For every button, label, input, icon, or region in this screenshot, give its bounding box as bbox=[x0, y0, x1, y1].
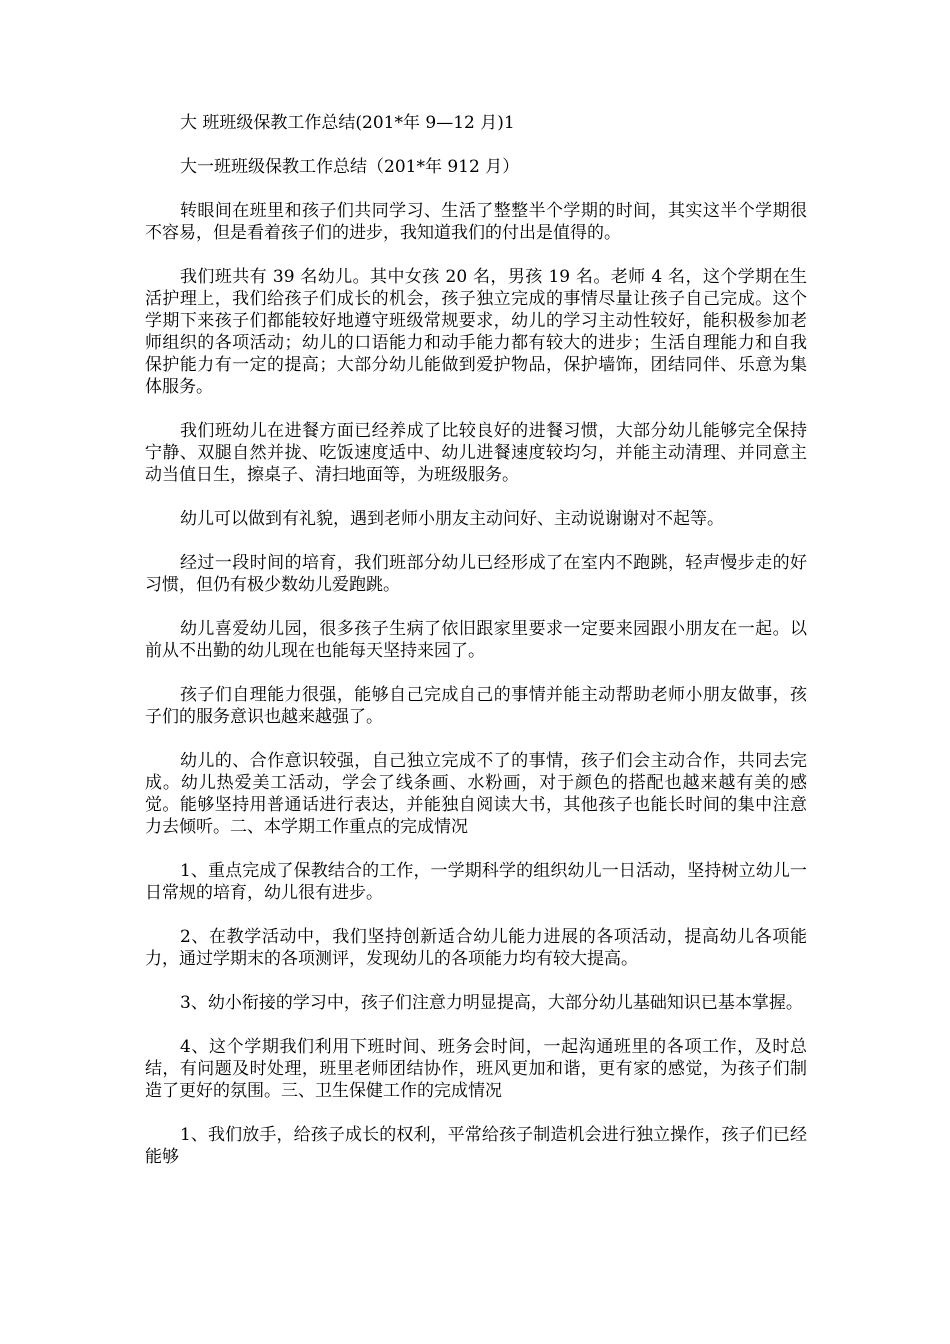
paragraph: 1、我们放手，给孩子成长的权利，平常给孩子制造机会进行独立操作，孩子们已经能够 bbox=[145, 1125, 807, 1167]
paragraph: 我们班幼儿在进餐方面已经养成了比较良好的进餐习惯，大部分幼儿能够完全保持宁静、双腿自然并拢、吃饭速度适中、幼儿进餐速度较均匀，并能主动清理、并同意主动当值日生，擦桌子、清扫地面等，为班级服务。 bbox=[145, 421, 807, 485]
paragraph: 1、重点完成了保教结合的工作，一学期科学的组织幼儿一日活动，坚持树立幼儿一日常规的培育，幼儿很有进步。 bbox=[145, 861, 807, 903]
paragraph: 幼儿的、合作意识较强，自己独立完成不了的事情，孩子们会主动合作，共同去完成。幼儿热爱美工活动，学会了线条画、水粉画，对于颜色的搭配也越来越有美的感觉。能够坚持用普通话进行表达，并能独自阅读大书，其他孩子也能长时间的集中注意力去倾听。二、本学期工作重点的完成情况 bbox=[145, 751, 807, 837]
paragraph: 我们班共有 39 名幼儿。其中女孩 20 名，男孩 19 名。老师 4 名，这个学期在生活护理上，我们给孩子们成长的机会，孩子独立完成的事情尽量让孩子自己完成。这个学期下来孩子们都能较好地遵守班级常规要求，幼儿的学习主动性较好，能积极参加老师组织的各项活动；幼儿的口语能力和动手能力都有较大的进步；生活自理能力和自我保护能力有一定的提高；大部分幼儿能做到爱护物品，保护墙饰，团结同伴、乐意为集体服务。 bbox=[145, 267, 807, 397]
paragraph: 转眼间在班里和孩子们共同学习、生活了整整半个学期的时间，其实这半个学期很不容易，但是看着孩子们的进步，我知道我们的付出是值得的。 bbox=[145, 201, 807, 243]
paragraph: 3、幼小衔接的学习中，孩子们注意力明显提高，大部分幼儿基础知识已基本掌握。 bbox=[180, 993, 803, 1013]
paragraph: 幼儿可以做到有礼貌，遇到老师小朋友主动问好、主动说谢谢对不起等。 bbox=[180, 509, 724, 529]
paragraph: 2、在教学活动中，我们坚持创新适合幼儿能力进展的各项活动，提高幼儿各项能力，通过学期末的各项测评，发现幼儿的各项能力均有较大提高。 bbox=[145, 927, 807, 969]
paragraph: 孩子们自理能力很强，能够自己完成自己的事情并能主动帮助老师小朋友做事，孩子们的服务意识也越来越强了。 bbox=[145, 685, 807, 727]
paragraph: 幼儿喜爱幼儿园，很多孩子生病了依旧跟家里要求一定要来园跟小朋友在一起。以前从不出勤的幼儿现在也能每天坚持来园了。 bbox=[145, 619, 807, 661]
document-subtitle: 大一班班级保教工作总结（201*年 912 月） bbox=[180, 157, 520, 177]
paragraph: 经过一段时间的培育，我们班部分幼儿已经形成了在室内不跑跳，轻声慢步走的好习惯，但仍有极少数幼儿爱跑跳。 bbox=[145, 553, 807, 595]
document-body bbox=[145, 112, 807, 1190]
paragraph: 4、这个学期我们利用下班时间、班务会时间，一起沟通班里的各项工作，及时总结，有问题及时处理，班里老师团结协作，班风更加和谐，更有家的感觉，为孩子们制造了更好的氛围。三、卫生保健工作的完成情况 bbox=[145, 1037, 807, 1101]
document-title: 大 班班级保教工作总结(201*年 9—12 月)1 bbox=[180, 113, 515, 133]
